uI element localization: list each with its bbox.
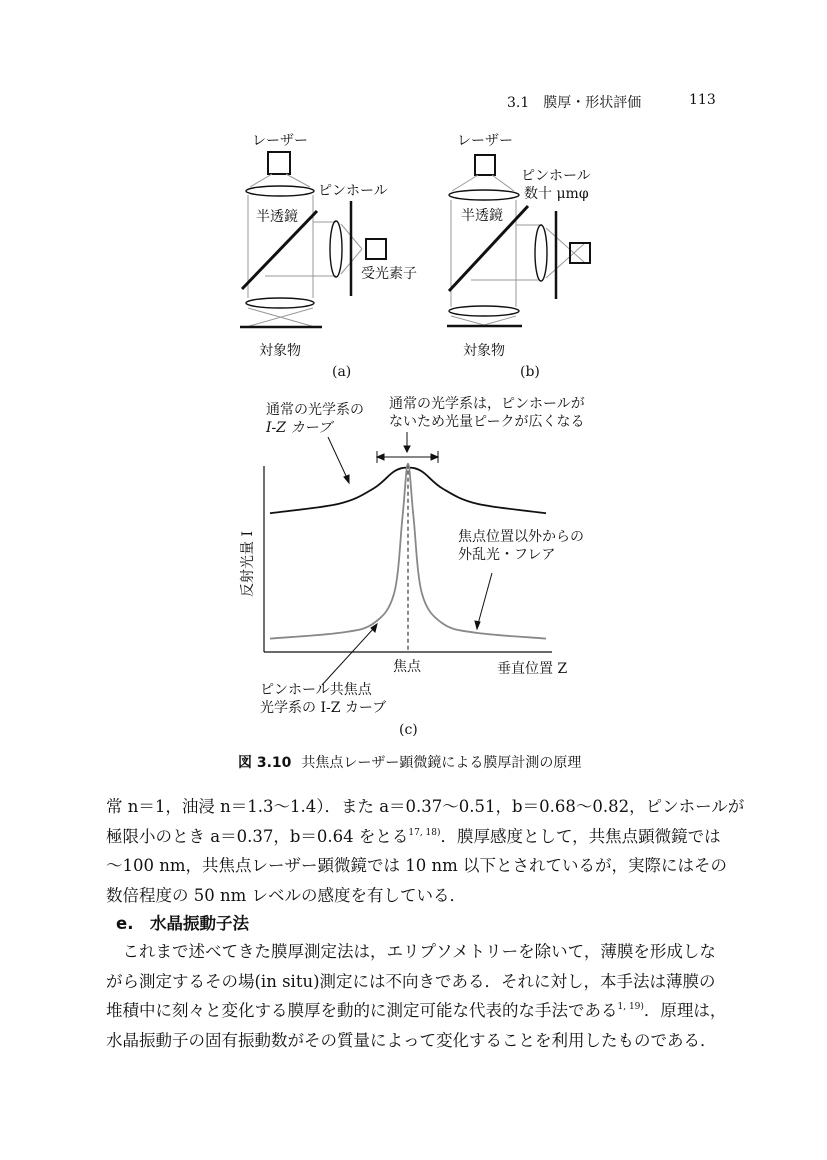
para1-line3: 〜100 nm，共焦点レーザー顕微鏡では 10 nm 以下とされているが，実際にはその — [106, 856, 728, 875]
annot-normal-line1: 通常の光学系の — [266, 402, 364, 418]
laser-source-a — [268, 152, 290, 174]
x-axis-label: 垂直位置 Z — [497, 661, 568, 677]
running-header-section: 3.1 膜厚・形状評価 — [507, 95, 642, 111]
half-mirror-label-b: 半透鏡 — [461, 208, 503, 224]
laser-label-a: レーザー — [252, 133, 308, 149]
arrow-flare — [478, 573, 492, 624]
objective-lens-b — [449, 306, 519, 316]
figure-caption — [238, 752, 581, 772]
panel-b-label: (b) — [520, 364, 540, 380]
caption-number: 図 3.10 — [238, 755, 292, 771]
object-label-b: 対象物 — [463, 343, 505, 359]
arrow-normal — [328, 437, 347, 478]
caption-text: 共焦点レーザー顕微鏡による膜厚計測の原理 — [301, 755, 582, 771]
focusing-lens-b — [535, 225, 547, 281]
para2-line3: 堆積中に刻々と変化する膜厚を動的に測定可能な代表的な手法である$^{1, 19)}$．原理は， — [106, 1001, 727, 1020]
annot-normal-line2: I-Z カーブ — [266, 420, 332, 436]
collimator-lens-b — [449, 190, 519, 200]
annot-confocal-line1: ピンホール共焦点 — [260, 682, 372, 698]
annot-top-line1: 通常の光学系は，ピンホールが — [389, 396, 585, 412]
panel-c-label: (c) — [399, 722, 418, 738]
panel-a-label: (a) — [332, 364, 352, 380]
para2-line2: がら測定するその場(in situ)測定には不向きである．それに対し，本手法は薄膜の — [106, 971, 716, 991]
y-axis-label: 反射光量 I — [240, 531, 256, 597]
panel-a-diagram — [240, 152, 386, 327]
annot-flare-line2: 外乱光・フレア — [458, 547, 556, 563]
focusing-lens-a — [330, 221, 342, 277]
para1-line1: 常 n＝1，油浸 n＝1.3〜1.4）．また a＝0.37〜0.51，b＝0.68〜0.82，ピンホールが — [106, 797, 745, 816]
citation-1-19: 1, 19) — [617, 1002, 644, 1012]
citation-17-18: 17, 18) — [408, 827, 441, 838]
para1-line2: 極限小のとき a＝0.37，b＝0.64 をとる$^{17, 18)}$．膜厚感度として，共焦点顕微鏡では — [106, 826, 721, 846]
laser-source-b — [475, 155, 495, 175]
peak-width-bracket — [377, 432, 438, 463]
half-mirror-label-a: 半透鏡 — [256, 209, 298, 225]
body-paragraph-2 — [106, 937, 728, 1055]
para1-line4: 数倍程度の 50 nm レベルの感度を有している． — [106, 885, 467, 905]
para2-line1: これまで述べてきた膜厚測定法は，エリプソメトリーを除いて，薄膜を形成しな — [106, 942, 716, 961]
body-paragraph-1 — [106, 792, 745, 910]
object-label-a: 対象物 — [259, 343, 301, 359]
laser-label-b: レーザー — [457, 133, 513, 149]
objective-lens-a — [246, 298, 314, 308]
pinhole-label-a: ピンホール — [318, 183, 388, 199]
detector-a — [366, 239, 386, 259]
detector-b — [570, 243, 590, 263]
pinhole-label-b-line1: ピンホール — [521, 168, 591, 184]
annot-confocal-line2: 光学系の I-Z カーブ — [260, 700, 387, 716]
arrow-confocal — [322, 628, 374, 685]
annot-top-line2: ないため光量ピークが広くなる — [389, 414, 585, 430]
collimator-lens-a — [246, 186, 314, 196]
annot-flare-line1: 焦点位置以外からの — [458, 529, 584, 545]
page-number: 113 — [689, 92, 716, 108]
para2-line4: 水晶振動子の固有振動数がその質量によって変化することを利用したものである． — [106, 1030, 717, 1050]
section-heading: e. 水晶振動子法 — [116, 914, 249, 933]
detector-label-a: 受光素子 — [361, 266, 417, 282]
pinhole-label-b-line2: 数十 μmφ — [524, 186, 589, 202]
focus-label: 焦点 — [393, 659, 421, 675]
